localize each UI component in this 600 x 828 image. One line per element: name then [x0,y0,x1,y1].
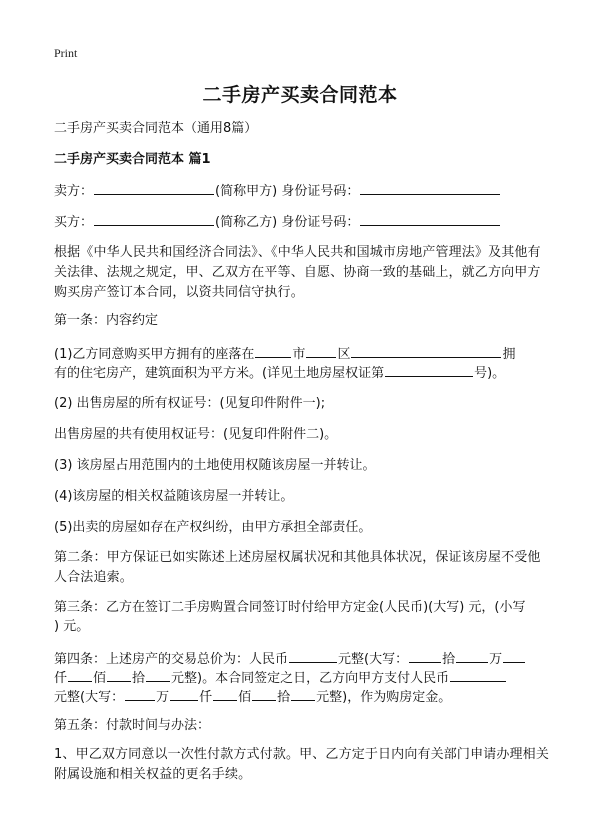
seller-label: 卖方： [54,184,94,199]
total-shi-wan-blank [409,648,441,663]
article3-line2: ) 元。 [54,619,90,634]
article1-item5: (5)出卖的房屋如存在产权纠纷，由甲方承担全部责任。 [54,520,372,535]
article1-item2b: 出售房屋的共有使用权证号：(见复印件附件二)。 [54,427,338,442]
article4-text-8: 元整)。本合同签定之日，乙方向甲方支付人民币 [171,671,450,686]
address-blank [351,343,501,358]
article1-item3: (3) 该房屋占用范围内的土地使用权随该房屋一并转让。 [54,458,376,473]
article2-paragraph: 第二条：甲方保证已如实陈述上述房屋权属状况和其他具体状况，保证该房屋不受他人合法追索。 [54,550,541,585]
article4-text-10: 万 [156,690,170,705]
city-label: 市 [292,347,306,362]
seller-alias: (简称甲方) [215,184,278,199]
seller-line [54,180,552,202]
total-yuan-blank [146,667,170,682]
district-name-blank [306,343,336,358]
total-bai-blank [68,667,92,682]
total-qian-blank [503,648,525,663]
preamble-paragraph: 根据《中华人民共和国经济合同法》、《中华人民共和国城市房地产管理法》及其他有关法律、法规之规定，甲、乙双方在平等、自愿、协商一致的基础上，就乙方向甲方购买房产签订本合同，以资共同信守执行。 [54,245,541,300]
article5-item1: 1、甲乙双方同意以一次性付款方式付款。甲、乙方定于日内向有关部门申请办理相关附属设施和相关权益的更名手续。 [54,747,549,782]
article1-item2: (2) 出售房屋的所有权证号：(见复印件附件一); [54,396,326,411]
buyer-id-blank [360,211,500,226]
article4-text-14: 元整)，作为购房定金。 [316,690,452,705]
city-blank [255,343,291,358]
deposit-amount-blank [450,667,506,682]
article4-text-6: 佰 [93,671,107,686]
deposit-yuan-blank [291,686,315,701]
article4-text-11: 仟 [199,690,213,705]
article4-text-7: 拾 [132,671,146,686]
article4-line3 [54,686,552,708]
document-title: 二手房产买卖合同范本 [202,84,398,106]
article1-item1-text-a: (1)乙方同意购买甲方拥有的座落在 [54,347,255,362]
buyer-name-blank [94,211,214,226]
district-label: 区 [337,347,351,362]
deposit-qian-blank [170,686,198,701]
article4-text-13: 拾 [277,690,291,705]
seller-id-label: 身份证号码： [281,184,360,199]
buyer-id-label: 身份证号码： [281,215,360,230]
buyer-alias: (简称乙方) [215,215,278,230]
total-price-blank [289,648,337,663]
article1-item1-text-d: 号)。 [474,366,506,381]
deposit-shi-blank [252,686,276,701]
document-subtitle: 二手房产买卖合同范本（通用8篇） [54,121,258,136]
buyer-label: 买方： [54,215,94,230]
article1-item1-text-c: 有的住宅房产，建筑面积为平方米。(详见土地房屋权证第 [54,366,385,381]
article4-text-9: 元整(大写： [54,690,125,705]
print-link[interactable]: Print [54,46,78,60]
article4-text-4: 万 [489,652,503,667]
article4-text-3: 拾 [442,652,456,667]
article4-text-2: 元整(大写： [338,652,409,667]
total-wan-blank [456,648,488,663]
seller-name-blank [94,180,214,195]
total-shi-blank [107,667,131,682]
article1-item1-text-b: 拥 [502,347,516,362]
seller-id-blank [360,180,500,195]
article5-heading: 第五条：付款时间与办法： [54,718,211,733]
buyer-line [54,211,552,233]
article4-text-1: 第四条：上述房产的交易总价为：人民币 [54,652,289,667]
certificate-number-blank [385,362,473,377]
article1-item1-line2 [54,362,552,384]
deposit-bai-blank [213,686,237,701]
section-heading: 二手房产买卖合同范本 篇1 [54,152,211,167]
article4-text-5: 仟 [54,671,68,686]
article3-line1: 第三条：乙方在签订二手房购置合同签订时付给甲方定金(人民币)(大写) 元，(小写 [54,600,526,615]
deposit-wan-blank [125,686,155,701]
article1-heading: 第一条：内容约定 [54,313,159,328]
article1-item4: (4)该房屋的相关权益随该房屋一并转让。 [54,489,294,504]
article4-text-12: 佰 [238,690,252,705]
